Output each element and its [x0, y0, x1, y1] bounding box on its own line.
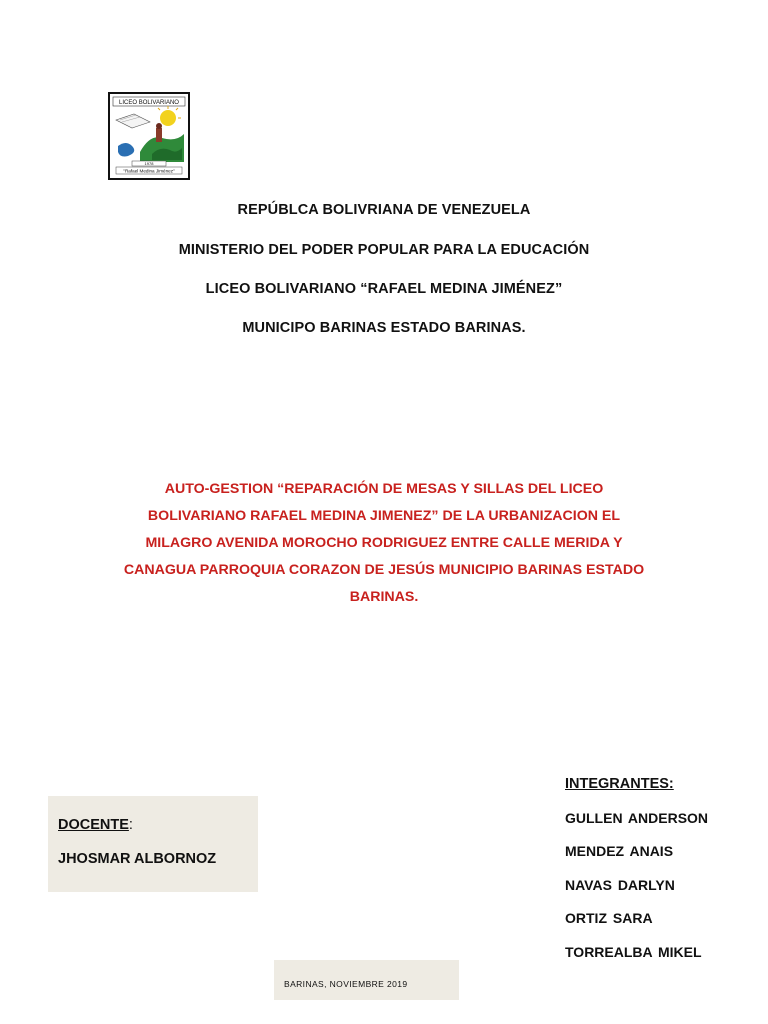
header-municipality: MUNICIPO BARINAS ESTADO BARINAS. [242, 320, 526, 336]
logo-bottom-text: "Rafael Medina Jiménez" [123, 168, 175, 174]
footer-box [274, 960, 459, 1000]
docente-colon: : [128, 817, 133, 833]
member-item: GULLEN ANDERSON [565, 810, 709, 826]
member-item: TORREALBA MIKEL [565, 944, 702, 960]
docente-box [48, 796, 258, 892]
footer-place-date: BARINAS, NOVIEMBRE 2019 [284, 979, 408, 989]
integrantes-title: INTEGRANTES: [565, 776, 674, 792]
header-school: LICEO BOLIVARIANO “RAFAEL MEDINA JIMÉNEZ” [205, 281, 563, 297]
project-title: AUTO-GESTION “REPARACIÓN DE MESAS Y SILLAS DEL LICEO BOLIVARIANO RAFAEL MEDINA JIMENEZ” DE LA URBANIZACION EL MILAGRO AVENIDA MOROCHO RODRIGUEZ ENTRE CALLE MERIDA Y CANAGUA PARROQUIA CORAZON DE JESÚS MUNICIPIO BARINAS ESTADO BARINAS. [123, 481, 645, 605]
docente-name: JHOSMAR ALBORNOZ [58, 851, 217, 867]
docente-label-text: DOCENTE [58, 817, 129, 833]
member-item: MENDEZ ANAIS [565, 843, 674, 859]
logo-top-text: LICEO BOLIVARIANO [119, 100, 179, 106]
logo-year: 1978 [144, 161, 154, 166]
docente-label [58, 817, 133, 833]
school-crest-image [110, 94, 188, 178]
header-ministry: MINISTERIO DEL PODER POPULAR PARA LA EDUCACIÓN [178, 242, 590, 258]
member-item: ORTIZ SARA [565, 910, 653, 926]
member-item: NAVAS DARLYN [565, 877, 675, 893]
header-republic: REPÚBLCA BOLIVRIANA DE VENEZUELA [237, 202, 531, 218]
school-logo [108, 92, 190, 180]
